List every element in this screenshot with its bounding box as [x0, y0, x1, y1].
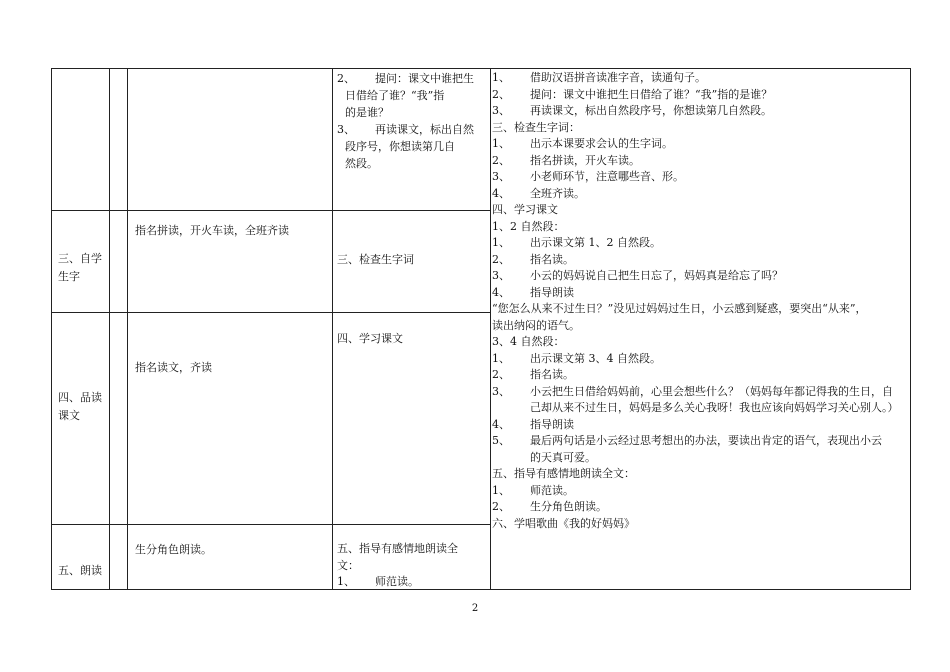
plan-line: 1、 出示课文第 3、4 自然段。 [492, 351, 661, 365]
page-number: 2 [471, 603, 479, 614]
plan-line: 1、 借助汉语拼音读准字音，读通句子。 [492, 71, 706, 84]
plan-line: 3、 小云的妈妈说自己把生日忘了，妈妈真是给忘了吗？ [492, 269, 783, 282]
plan-line: 3、 小老师环节，注意哪些音、形。 [492, 170, 684, 183]
plan-line: 4、 指导朗读 [492, 417, 574, 431]
table-border-top [51, 68, 911, 69]
plan-line: 3、 再读课文，标出自然段序号，你想读第几自然段。 [492, 104, 772, 117]
teaching-plan-detail [492, 70, 910, 532]
plan-line: 读出纳闷的语气。 [492, 318, 580, 332]
table-row-divider [51, 312, 491, 313]
plan-line: 1、2 自然段： [492, 219, 565, 233]
student-activity: 指名拼读，开火车读，全班齐读 [135, 224, 289, 237]
plan-line: 1、 出示课文第 1、2 自然段。 [492, 236, 661, 249]
teacher-item-continued: 段序号，你想读第几自 [345, 140, 455, 153]
table-col-divider [490, 68, 491, 590]
plan-line: “您怎么从来不过生日？”没见过妈妈过生日，小云感到疑惑，要突出“从来”， [492, 302, 867, 315]
table-row-divider [51, 210, 491, 211]
student-activity: 生分角色朗读。 [135, 543, 212, 556]
student-activity: 指名读文，齐读 [135, 361, 212, 374]
teacher-item-continued: 日借给了谁？“我”指 [345, 89, 445, 102]
plan-line: 1、 师范读。 [492, 483, 574, 497]
plan-line: 三、检查生字词： [492, 120, 580, 134]
plan-line: 1、 出示本课要求会认的生字词。 [492, 137, 673, 150]
plan-line: 2、 生分角色朗读。 [492, 500, 607, 513]
table-border-bottom [51, 589, 911, 590]
table-col-divider [127, 68, 128, 590]
plan-line: 3、 小云把生日借给妈妈前，心里会想些什么？（妈妈每年都记得我的生日，自 [492, 384, 893, 398]
plan-line: 2、 指名拼读，开火车读。 [492, 153, 640, 167]
plan-line: 2、 指名读。 [492, 252, 574, 266]
teacher-item-continued: 然段。 [345, 157, 378, 170]
stage-name: 三、自学生字 [58, 252, 102, 283]
plan-line: 2、 指名读。 [492, 368, 574, 381]
teacher-item-continued: 的是谁？ [345, 106, 389, 119]
teacher-activity: 四、学习课文 [337, 332, 403, 345]
table-col-divider [332, 68, 333, 590]
table-col-divider [109, 68, 110, 590]
plan-line: 己却从来不过生日，妈妈是多么关心我呀！我也应该向妈妈学习关心别人。） [530, 401, 899, 414]
plan-line: 4、 全班齐读。 [492, 186, 585, 200]
plan-line: 5、 最后两句话是小云经过思考想出的办法，要读出肯定的语气，表现出小云 [492, 434, 882, 447]
teacher-activity: 五、指导有感情地朗读全 [337, 542, 458, 555]
plan-line: 2、 提问：课文中谁把生日借给了谁？“我”指的是谁？ [492, 87, 773, 101]
teacher-activity-continued: 文： [337, 559, 359, 572]
table-border-left [51, 68, 52, 590]
plan-line: 4、 指导朗读 [492, 285, 574, 299]
teacher-item: 3、 再读课文，标出自然 [337, 123, 474, 136]
stage-name: 四、品读课文 [58, 391, 102, 422]
table-row-divider [51, 524, 491, 525]
teacher-item: 2、 提问：课文中谁把生 [337, 72, 474, 85]
plan-line: 的天真可爱。 [530, 450, 596, 464]
teacher-item: 1、 师范读。 [337, 575, 419, 588]
teacher-activity: 三、检查生字词 [337, 253, 414, 266]
plan-line: 五、指导有感情地朗读全文： [492, 467, 635, 480]
stage-name: 五、朗读 [58, 564, 102, 577]
plan-line: 四、学习课文 [492, 203, 558, 216]
plan-line: 3、4 自然段： [492, 335, 565, 348]
plan-line: 六、学唱歌曲《我的好妈妈》 [492, 516, 635, 530]
table-border-right [910, 68, 911, 590]
